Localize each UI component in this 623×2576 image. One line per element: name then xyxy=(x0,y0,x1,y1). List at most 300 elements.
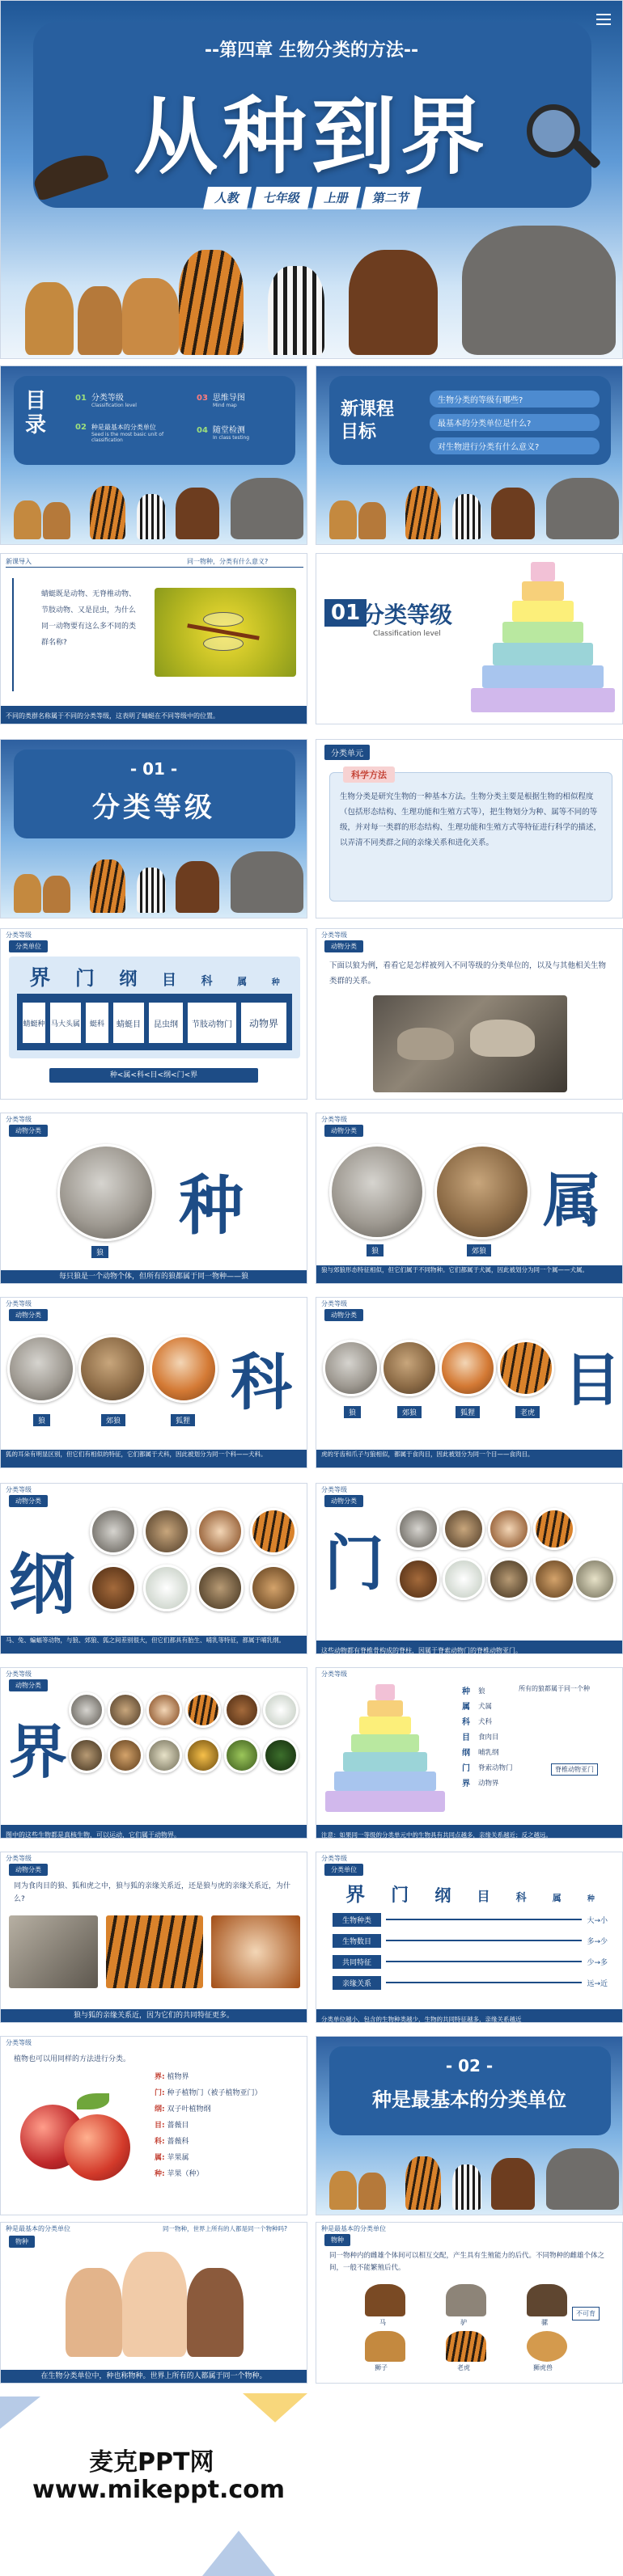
rabbit-image xyxy=(443,1558,485,1600)
order-sub-tag: 动物分类 xyxy=(324,1309,363,1321)
kingdom-tag: 分类等级 xyxy=(6,1670,32,1678)
hybrid-label: 老虎 xyxy=(457,2364,470,2371)
relation-text: 同为食肉目的狼、狐和虎之中，狼与狐的亲缘关系近，还是狼与虎的亲缘关系近，为什么? xyxy=(14,1882,291,1903)
section1-slide xyxy=(316,553,623,724)
tiger-image xyxy=(185,1692,221,1728)
levels-sub-tag: 分类单位 xyxy=(9,940,48,952)
pyramid-level: 目 xyxy=(462,1734,470,1742)
order-caption: 狼 xyxy=(344,1406,361,1418)
insect-image xyxy=(224,1738,260,1773)
level-cell xyxy=(49,1002,82,1044)
order-caption: 老虎 xyxy=(515,1406,540,1418)
cover-slide xyxy=(0,0,623,359)
genus-caption: 狼 xyxy=(367,1244,384,1256)
plant-row-name: 种子植物门（被子植物亚门） xyxy=(167,2089,262,2097)
order-caption: 郊狼 xyxy=(397,1406,422,1418)
trend-sub-tag: 分类单位 xyxy=(324,1864,363,1876)
pyramid-name: 哺乳纲 xyxy=(478,1749,499,1757)
plant-row-name: 苹果属 xyxy=(167,2154,189,2162)
human-question: 同一物种，世界上所有的人都是同一个物种吗? xyxy=(163,2225,287,2232)
people-image xyxy=(66,2252,244,2357)
donkey-image xyxy=(446,2284,486,2316)
plant-row-name: 植物界 xyxy=(167,2073,189,2081)
class-footer-text: 马、兔、蝙蝠等动物，与狼、郊狼、狐之间差别很大，但它们都具有胎生、哺乳等特征，都属于哺乳纲。 xyxy=(6,1636,285,1644)
hybrid-stamp: 不可育 xyxy=(572,2307,600,2321)
kingdom-char: 界 xyxy=(9,1717,68,1786)
goal-item: 对生物进行分类有什么意义? xyxy=(430,437,600,454)
deer-image xyxy=(108,1738,143,1773)
trend-row-value: 少→多 xyxy=(587,1958,608,1967)
watermark-brand: 麦克PPT网 xyxy=(89,2448,214,2477)
intro-tag: 新课导入 xyxy=(6,558,32,565)
goals-list xyxy=(430,391,600,454)
family-char: 科 xyxy=(231,1346,292,1418)
trend-row-value: 远→近 xyxy=(587,1979,608,1988)
phylum-footer xyxy=(316,1641,622,1653)
plant-list xyxy=(155,2069,300,2182)
level-cell-text: 动物界 xyxy=(248,1017,278,1029)
decor-triangle xyxy=(0,2397,40,2429)
wolf-pack-image xyxy=(373,995,567,1092)
wolf-image xyxy=(57,1144,155,1241)
fox-image xyxy=(439,1340,496,1396)
relation-footer xyxy=(1,2009,307,2022)
bat-image xyxy=(488,1558,530,1600)
section1-cover-animals xyxy=(1,853,307,918)
pyramid-name: 脊索动物门 xyxy=(478,1764,513,1772)
order-caption: 狐狸 xyxy=(456,1406,480,1418)
elephant-image xyxy=(231,851,303,913)
species-footer xyxy=(1,1270,307,1283)
fox-photo xyxy=(211,1915,300,1988)
toc-list xyxy=(75,391,294,455)
family-caption: 狼 xyxy=(33,1414,50,1426)
kingdom-footer-text: 图中的这些生物都是真核生物，可以运动，它们属于动物界。 xyxy=(6,1831,180,1839)
levels-slide xyxy=(0,928,307,1100)
pyramid-slide xyxy=(316,1667,623,1839)
class-sub-tag: 动物分类 xyxy=(9,1495,48,1507)
hybrid-label: 狮虎兽 xyxy=(533,2364,553,2371)
wolf-image xyxy=(323,1340,379,1396)
plant-row-level: 属: xyxy=(155,2154,165,2162)
tiger-image xyxy=(90,859,125,913)
level-cell-text: 马大头属 xyxy=(50,1020,80,1028)
level-cell-text: 蜻蜓种 xyxy=(23,1020,45,1028)
toc-item-label: 随堂检测 xyxy=(212,426,245,435)
trend-header-order: 目 xyxy=(477,1889,490,1904)
section1-cover-num: - 01 - xyxy=(129,759,178,779)
trend-header-class: 纲 xyxy=(434,1886,451,1905)
zebra-image xyxy=(268,266,324,355)
goals-heading xyxy=(341,399,394,444)
level-header-family: 科 xyxy=(201,975,213,988)
pyramid-figure xyxy=(324,1684,446,1814)
lion-image xyxy=(329,500,357,539)
pyramid-level: 纲 xyxy=(462,1749,470,1758)
pyramid-image xyxy=(470,562,616,716)
level-cell xyxy=(240,1002,287,1044)
class-tag: 分类等级 xyxy=(6,1486,32,1493)
genus-tag: 分类等级 xyxy=(321,1116,347,1123)
toc-item-num: 04 xyxy=(197,426,208,435)
goals-heading-1: 新课程 xyxy=(341,399,395,420)
plant-image xyxy=(263,1738,299,1773)
lion-image xyxy=(25,282,74,355)
level-header-kingdom: 界 xyxy=(29,966,51,990)
butterfly-image xyxy=(185,1738,221,1773)
levels-footer xyxy=(49,1068,258,1083)
levels-tag: 分类等级 xyxy=(6,931,32,939)
tiger-image xyxy=(405,2156,441,2210)
pyramid-name: 犬科 xyxy=(478,1718,493,1726)
species-sub-tag: 动物分类 xyxy=(9,1125,48,1137)
lion-image xyxy=(43,502,70,539)
science-text: 生物分类是研究生物的一种基本方法。生物分类主要是根据生物的相似程度（包括形态结构、生理功能和生殖方式等），把生物划分为种、属等不同的等级，并对每一类群的形态结构、生理功能和生殖方式等特征进行科学的描述，以弄清不同类群之间的亲缘关系和进化关系。 xyxy=(340,792,602,847)
intro-footer-text: 不同的类群名称属于不同的分类等级，这表明了蜻蜓在不同等级中的位置。 xyxy=(6,712,219,720)
zebra-image xyxy=(137,868,166,913)
goal-item: 生物分类的等级有哪些? xyxy=(430,391,600,408)
hybrid-label: 驴 xyxy=(460,2319,467,2326)
level-header-species: 种 xyxy=(271,978,280,987)
tiger-image xyxy=(405,486,441,539)
toc-slide xyxy=(0,365,307,545)
grade-pill: 七年级 xyxy=(252,187,312,209)
plant-row-level: 目: xyxy=(155,2122,165,2130)
horse-image xyxy=(176,861,219,913)
toc-item[interactable] xyxy=(197,391,294,408)
bat-image xyxy=(197,1565,244,1611)
pyramid-desc: 所有的狼都属于同一个种 xyxy=(519,1685,590,1692)
pyramid-side-label: 脊椎动物亚门 xyxy=(551,1763,598,1776)
cover-title: 从种到界 xyxy=(133,87,490,186)
intro-text: 蜻蜓既是动物、无脊椎动物、节肢动物、又是昆虫，为什么同一动物要有这么多不同的类群名称? xyxy=(41,590,137,647)
tiger-image xyxy=(250,1508,297,1555)
level-header-order: 目 xyxy=(162,972,176,989)
genus-footer-text: 狼与郊狼形态特征相似，但它们属于不同物种。它们都属于犬属，因此被划分为同一个属——犬属。 xyxy=(321,1266,588,1273)
section1-sub: Classification level xyxy=(373,630,441,638)
zebra-image xyxy=(452,2164,481,2210)
pyramid-tag: 分类等级 xyxy=(321,1670,347,1678)
example-text: 下面以狼为例，看看它是怎样被列入不同等级的分类单位的，以及与其他相关生物类群的关系。 xyxy=(329,961,607,986)
level-cell xyxy=(85,1002,109,1044)
pyramid-level: 科 xyxy=(462,1718,470,1727)
trend-row xyxy=(333,1972,608,1993)
relation-tag: 分类等级 xyxy=(6,1855,32,1862)
tiger-image xyxy=(446,2331,486,2362)
watermark-url: www.mikeppt.com xyxy=(32,2476,285,2504)
level-header-phylum: 门 xyxy=(74,967,95,990)
intro-footer xyxy=(1,706,307,724)
pyramid-level: 种 xyxy=(462,1687,470,1696)
pyramid-footer-text: 注意：如果同一等级的分类单元中的生物具有共同点越多，亲缘关系越近；反之越远。 xyxy=(321,1831,552,1839)
plant-row-level: 种: xyxy=(155,2170,165,2178)
pyramid-footer xyxy=(316,1825,622,1838)
wolf-image xyxy=(397,1508,439,1550)
genus-sub-tag: 动物分类 xyxy=(324,1125,363,1137)
goals-heading-2: 目标 xyxy=(341,422,377,442)
lion-image xyxy=(122,278,179,355)
fox-image xyxy=(150,1335,218,1403)
genus-slide xyxy=(316,1113,623,1284)
section1-cover-title: 分类等级 xyxy=(92,792,215,824)
mule-image xyxy=(527,2284,567,2316)
lion-image xyxy=(14,874,41,913)
hybrid-diagram xyxy=(333,2284,616,2373)
coyote-image xyxy=(78,1335,146,1403)
zebra-image xyxy=(137,494,166,539)
family-footer xyxy=(1,1450,307,1467)
toc-heading xyxy=(25,389,46,437)
genus-footer xyxy=(316,1265,622,1283)
plant-row xyxy=(155,2101,300,2118)
goal-item: 最基本的分类单位是什么? xyxy=(430,414,600,431)
toc-item-label: 思维导图 xyxy=(212,394,245,403)
trend-row-value: 多→少 xyxy=(587,1937,608,1946)
coyote-image xyxy=(108,1692,143,1728)
trend-header-family: 科 xyxy=(515,1892,527,1904)
toc-item-sub: In class testing xyxy=(213,435,250,441)
rabbit-image xyxy=(143,1565,190,1611)
trend-header xyxy=(333,1878,608,1907)
menu-icon[interactable] xyxy=(596,14,611,25)
edition-pill: 人教 xyxy=(203,187,252,209)
goals-slide xyxy=(316,365,623,545)
trend-row-label: 生物种类 xyxy=(333,1913,381,1927)
cover-animals xyxy=(1,219,622,359)
phylum-footer-text: 这些动物都有脊椎骨构成的脊柱，因属于脊索动物门的脊椎动物亚门。 xyxy=(321,1647,522,1654)
lion-image xyxy=(329,2171,357,2210)
level-header-genus: 属 xyxy=(237,976,248,987)
hybrid-tag: 种是最基本的分类单位 xyxy=(321,2225,386,2232)
human-footer-text: 在生物分类单位中，种也称物种。世界上所有的人都属于同一个物种。 xyxy=(40,2372,267,2380)
decor-triangle xyxy=(243,2393,307,2422)
pyramid-names xyxy=(478,1684,551,1792)
tiger-image xyxy=(179,250,244,355)
tiger-photo xyxy=(106,1915,203,1988)
trend-slide xyxy=(316,1852,623,2023)
toc-item[interactable] xyxy=(75,423,189,443)
trend-rows xyxy=(333,1909,608,1993)
class-gallery xyxy=(90,1508,300,1621)
deer-image xyxy=(250,1565,297,1611)
lion-image xyxy=(43,876,70,913)
horse-image xyxy=(176,488,219,539)
toc-item[interactable] xyxy=(197,423,294,441)
plant-text: 植物也可以用同样的方法进行分类。 xyxy=(14,2055,131,2063)
elephant-image xyxy=(546,478,619,539)
bird-image xyxy=(574,1558,616,1600)
elephant-image xyxy=(462,226,616,355)
section1-title: 分类等级 xyxy=(362,602,453,628)
toc-item-num: 01 xyxy=(75,394,87,403)
plant-row xyxy=(155,2134,300,2150)
plant-row-name: 蔷薇目 xyxy=(167,2122,189,2130)
level-cell-text: 节肢动物门 xyxy=(192,1020,232,1029)
lion-image xyxy=(365,2331,405,2362)
species-tag: 分类等级 xyxy=(6,1116,32,1123)
plant-row-name: 蔷薇科 xyxy=(167,2138,189,2146)
genus-char: 属 xyxy=(543,1166,602,1235)
tiger-image xyxy=(498,1340,554,1396)
toc-item[interactable] xyxy=(75,391,189,408)
plant-row-name: 苹果（种） xyxy=(167,2170,204,2178)
phylum-sub-tag: 动物分类 xyxy=(324,1495,363,1507)
plant-row xyxy=(155,2166,300,2182)
decor-triangle xyxy=(202,2531,275,2576)
family-tag: 分类等级 xyxy=(6,1300,32,1307)
bat-image xyxy=(69,1738,104,1773)
level-cell xyxy=(148,1002,184,1044)
apple-image xyxy=(20,2085,134,2190)
science-box-title: 科学方法 xyxy=(343,766,395,783)
relation-sub-tag: 动物分类 xyxy=(9,1864,48,1876)
species-footer-text: 每只狼是一个动物个体，但所有的狼都属于同一物种——狼 xyxy=(58,1273,248,1281)
rabbit-image xyxy=(263,1692,299,1728)
toc-item-label: 种是最基本的分类单位 xyxy=(91,424,156,431)
science-slide xyxy=(316,739,623,918)
plant-row-level: 门: xyxy=(155,2089,165,2097)
plant-row xyxy=(155,2150,300,2166)
kingdom-slide xyxy=(0,1667,307,1839)
human-slide xyxy=(0,2222,307,2384)
trend-header-genus: 属 xyxy=(552,1893,562,1903)
family-footer-text: 狐的耳朵有明显区别，但它们有相似的特征，它们都属于犬科，因此被划分为同一个科——犬科。 xyxy=(6,1451,267,1458)
family-caption: 狐狸 xyxy=(171,1414,195,1426)
toc-item-num: 03 xyxy=(197,394,208,403)
trend-row xyxy=(333,1930,608,1951)
dragonfly-image xyxy=(155,588,296,677)
toc-heading-2: 录 xyxy=(25,413,47,437)
section2-num: - 02 - xyxy=(445,2056,494,2076)
intro-question: 同一物种，分类有什么意义? xyxy=(187,558,269,565)
family-slide xyxy=(0,1297,307,1468)
plant-row-level: 科: xyxy=(155,2138,165,2146)
levels-footer-text: 种<属<科<目<纲<门<界 xyxy=(109,1071,198,1079)
magnifier-icon xyxy=(527,104,580,158)
hybrid-text: 同一物种内的雌雄个体间可以相互交配，产生具有生殖能力的后代。不同物种的雌雄个体之间，一般不能繁殖后代。 xyxy=(329,2252,605,2272)
wolf-image xyxy=(329,1144,425,1239)
example-sub-tag: 动物分类 xyxy=(324,940,363,952)
trend-header-species: 种 xyxy=(587,1895,595,1903)
human-sub-tag: 物种 xyxy=(9,2236,35,2248)
order-footer xyxy=(316,1450,622,1467)
elephant-image xyxy=(546,2148,619,2210)
hybrid-label: 狮子 xyxy=(375,2364,388,2371)
trend-row-label: 亲缘关系 xyxy=(333,1976,381,1990)
plant-row-name: 双子叶植物纲 xyxy=(167,2105,211,2114)
horse-image xyxy=(365,2284,405,2316)
lion-image xyxy=(14,500,41,539)
bird-image xyxy=(146,1738,182,1773)
coyote-image xyxy=(443,1508,485,1550)
tiger-image xyxy=(533,1508,575,1550)
pyramid-name: 动物界 xyxy=(478,1780,499,1788)
lion-image xyxy=(78,286,122,355)
toc-item-sub: Classification level xyxy=(91,403,137,408)
plant-row xyxy=(155,2118,300,2134)
human-footer xyxy=(1,2370,307,2383)
example-slide xyxy=(316,928,623,1100)
pyramid-level: 界 xyxy=(462,1780,470,1788)
coyote-image xyxy=(434,1144,530,1239)
wolf-image xyxy=(7,1335,75,1403)
toc-item-sub: Seed is the most basic unit of classification xyxy=(91,432,164,443)
class-slide xyxy=(0,1483,307,1654)
plant-tag: 分类等级 xyxy=(6,2039,32,2046)
toc-item-sub: Mind map xyxy=(213,403,237,408)
order-tag: 分类等级 xyxy=(321,1300,347,1307)
plant-row xyxy=(155,2085,300,2101)
horse-image xyxy=(397,1558,439,1600)
coyote-image xyxy=(143,1508,190,1555)
order-slide xyxy=(316,1297,623,1468)
cover-chapter: --第四章 生物分类的方法-- xyxy=(204,40,419,61)
level-cell xyxy=(112,1002,145,1044)
toc-item-label: 分类等级 xyxy=(91,394,124,403)
trend-footer-text: 分类单位越小，包含的生物种类越少，生物的共同特征越多，亲缘关系越近 xyxy=(321,2016,522,2023)
trend-row-label: 共同特征 xyxy=(333,1955,381,1969)
species-caption: 狼 xyxy=(91,1246,108,1258)
section1-num: 01 xyxy=(324,599,367,627)
toc-item-num: 02 xyxy=(75,423,87,432)
species-slide xyxy=(0,1113,307,1284)
level-cell-text: 蜓科 xyxy=(89,1020,104,1028)
pyramid-name: 犬属 xyxy=(478,1703,493,1711)
wolf-image xyxy=(69,1692,104,1728)
section-pill: 第二节 xyxy=(361,187,422,209)
plant-row xyxy=(155,2069,300,2085)
science-card xyxy=(329,772,612,902)
kingdom-gallery xyxy=(69,1692,303,1805)
liger-image xyxy=(527,2331,567,2362)
pyramid-name: 狼 xyxy=(478,1687,485,1696)
trend-row xyxy=(333,1951,608,1972)
human-tag: 种是最基本的分类单位 xyxy=(6,2225,70,2232)
elephant-image xyxy=(231,478,303,539)
pyramid-level: 属 xyxy=(462,1703,470,1712)
phylum-gallery xyxy=(397,1508,616,1621)
section2-animals xyxy=(316,2150,622,2215)
section1-cover-slide xyxy=(0,739,307,918)
trend-row-value: 大→小 xyxy=(587,1916,608,1925)
class-char: 纲 xyxy=(9,1546,76,1624)
relation-slide xyxy=(0,1852,307,2023)
coyote-image xyxy=(381,1340,438,1396)
pyramid-name: 食肉目 xyxy=(478,1734,499,1742)
order-char: 目 xyxy=(564,1346,621,1413)
genus-caption: 郊狼 xyxy=(467,1244,491,1256)
wolf-image xyxy=(90,1508,137,1555)
horse-image xyxy=(491,2158,535,2210)
deer-image xyxy=(533,1558,575,1600)
trend-header-kingdom: 界 xyxy=(345,1883,366,1906)
goals-animals xyxy=(316,479,622,544)
trend-footer xyxy=(316,2009,622,2022)
levels-header xyxy=(17,961,292,991)
phylum-char: 门 xyxy=(324,1529,384,1598)
pyramid-level: 门 xyxy=(462,1764,470,1773)
hybrid-label: 骡 xyxy=(541,2319,548,2326)
level-cell-text: 蜻蜓目 xyxy=(117,1020,141,1029)
hybrid-label: 马 xyxy=(379,2319,386,2326)
kingdom-footer xyxy=(1,1825,307,1838)
levels-nested xyxy=(17,994,292,1050)
phylum-slide xyxy=(316,1483,623,1654)
horse-image xyxy=(90,1565,137,1611)
relation-footer-text: 狼与狐的亲缘关系近，因为它们的共同特征更多。 xyxy=(73,2012,234,2020)
family-caption: 郊狼 xyxy=(101,1414,125,1426)
term-pill: 上册 xyxy=(312,187,361,209)
